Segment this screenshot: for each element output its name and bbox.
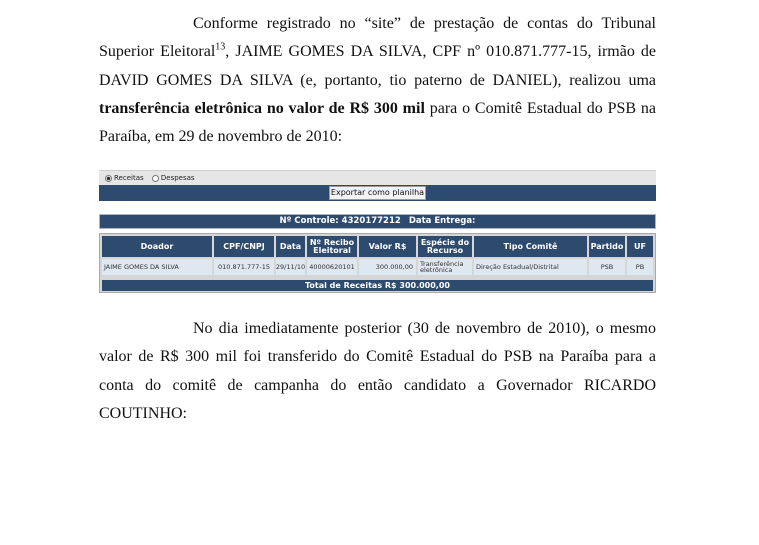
cell-data: 29/11/10	[276, 259, 305, 275]
control-number: Nº Controle: 4320177212	[279, 216, 401, 226]
header-partido: Partido	[589, 236, 625, 257]
paragraph-1	[99, 10, 656, 151]
radio-empty-icon	[152, 175, 159, 182]
header-data: Data	[276, 236, 305, 257]
paragraph-2	[99, 315, 656, 428]
data-entrega: Data Entrega:	[408, 216, 476, 226]
p1-text-end: para o Comitê Estadual do PSB na Paraíba, em 29 de novembro de 2010:	[99, 99, 656, 146]
header-valor: Valor R$	[359, 236, 416, 257]
cell-especie: Transferência eletrônica	[418, 259, 472, 275]
footnote-ref[interactable]: 13	[215, 41, 226, 53]
header-recibo: Nº Recibo Eleitoral	[307, 236, 357, 257]
radio-group	[99, 170, 656, 185]
header-doador: Doador	[102, 236, 212, 257]
p1-bold: transferência eletrônica no valor de R$ 300 mil	[99, 99, 425, 117]
p1-text-start: Conforme registrado no “site” de prestação de contas do Tribunal Superior Eleitoral	[99, 15, 656, 61]
cell-recibo: 40000620101	[307, 259, 357, 275]
receitas-table	[99, 233, 656, 293]
cell-tipo: Direção Estadual/Distrital	[474, 259, 587, 275]
export-button[interactable]: Exportar como planilha	[329, 186, 426, 200]
export-bar	[99, 185, 656, 201]
radio-receitas[interactable]: Receitas	[105, 171, 144, 186]
p1-text-mid: , JAIME GOMES DA SILVA, CPF nº 010.871.777-15, irmão de DAVID GOMES DA SILVA (e, portanto, tio paterno de DANIEL), realizou uma	[99, 43, 656, 89]
cell-cpf: 010.871.777-15	[214, 259, 274, 275]
cell-doador: JAIME GOMES DA SILVA	[102, 259, 212, 275]
radio-despesas[interactable]: Despesas	[152, 171, 195, 186]
header-cpf: CPF/CNPJ	[214, 236, 274, 257]
header-especie: Espécie do Recurso	[418, 236, 472, 257]
header-tipo: Tipo Comitê	[474, 236, 587, 257]
header-uf: UF	[627, 236, 653, 257]
p2-text: No dia imediatamente posterior (30 de novembro de 2010), o mesmo valor de R$ 300 mil foi transferido do Comitê Estadual do PSB na Paraíba para a conta do comitê de campanha do então candidato a Governador RICARDO COUTINHO:	[99, 320, 656, 422]
cell-partido: PSB	[589, 259, 625, 275]
cell-uf: PB	[627, 259, 653, 275]
embedded-screenshot	[99, 170, 656, 293]
control-bar	[99, 214, 656, 229]
radio-selected-icon	[105, 175, 112, 182]
cell-valor: 300.000,00	[359, 259, 416, 275]
total-bar: Total de Receitas R$ 300.000,00	[102, 280, 653, 291]
